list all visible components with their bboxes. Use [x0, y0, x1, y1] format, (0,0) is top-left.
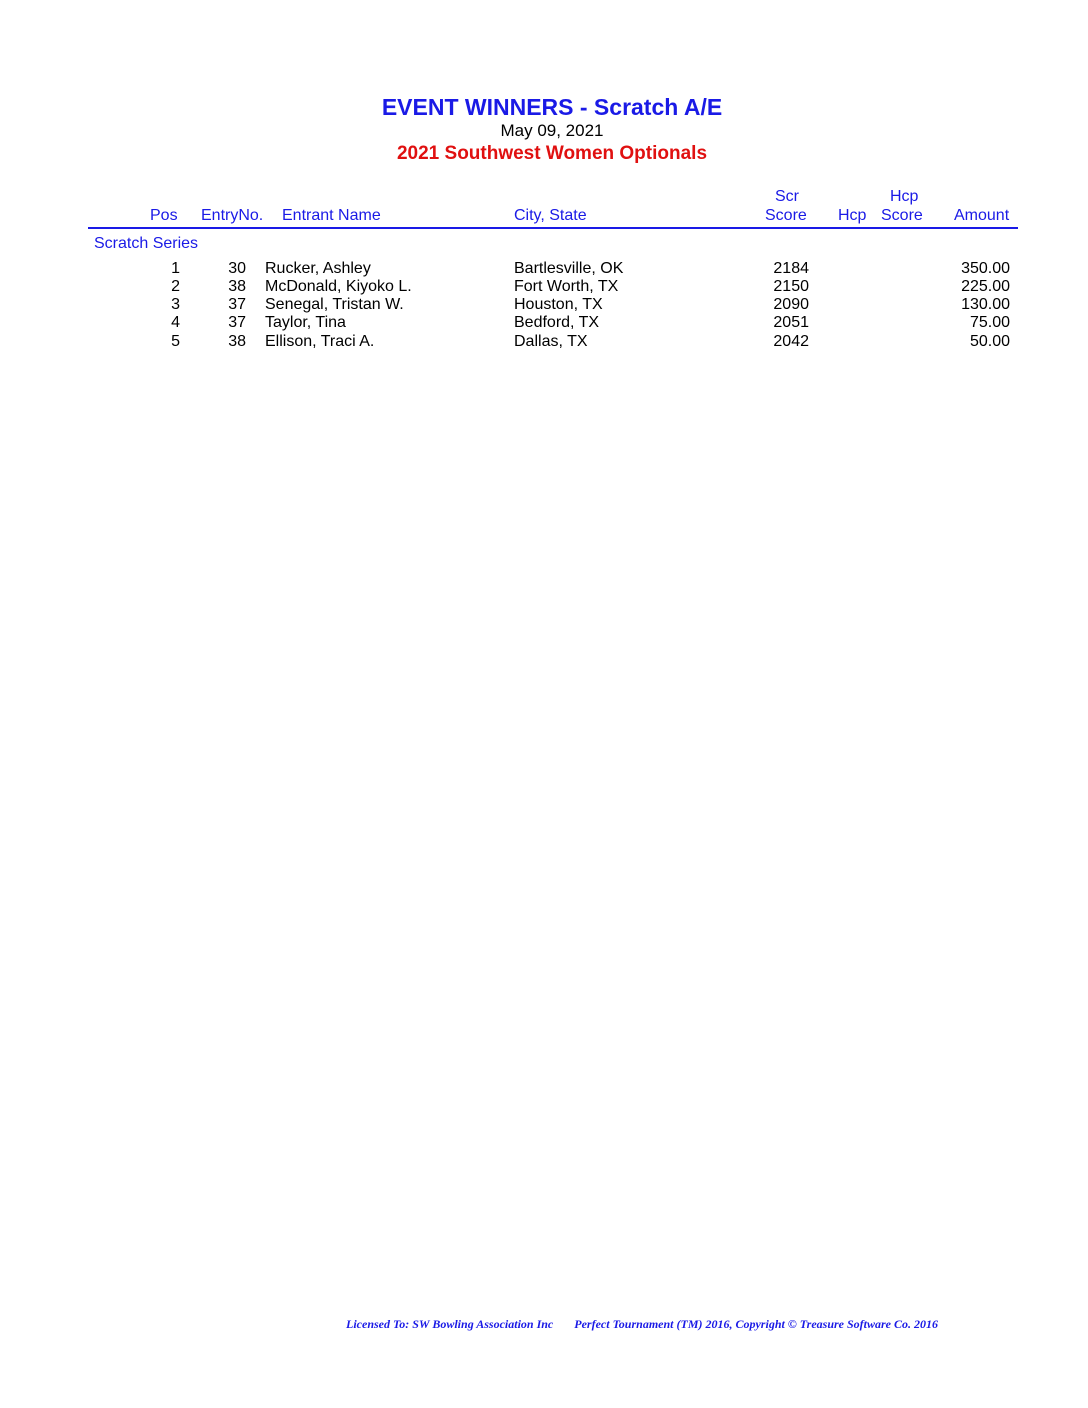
cell-entry: 37 [228, 296, 246, 313]
cell-pos: 5 [171, 333, 180, 350]
cell-amount: 130.00 [961, 296, 1010, 313]
col-header-city: City, State [514, 207, 587, 224]
table-row [0, 296, 1088, 314]
cell-pos: 2 [171, 278, 180, 295]
cell-scr-score: 2042 [773, 333, 809, 350]
cell-amount: 350.00 [961, 260, 1010, 277]
col-header-entry: EntryNo. [201, 207, 264, 224]
cell-entry: 38 [228, 333, 246, 350]
page-title: EVENT WINNERS - Scratch A/E [381, 94, 723, 120]
header-divider [88, 227, 1018, 229]
cell-scr-score: 2090 [773, 296, 809, 313]
section-label: Scratch Series [94, 235, 199, 252]
cell-amount: 225.00 [961, 278, 1010, 295]
cell-city: Bedford, TX [514, 314, 600, 331]
footer [346, 1317, 938, 1332]
tournament-name: 2021 Southwest Women Optionals [396, 143, 708, 164]
cell-name: Rucker, Ashley [265, 260, 371, 277]
col-header-hcp-score-top: Hcp [890, 188, 919, 205]
col-header-hcp: Hcp [838, 207, 867, 224]
cell-name: Taylor, Tina [265, 314, 346, 331]
cell-city: Houston, TX [514, 296, 603, 313]
cell-entry: 38 [228, 278, 246, 295]
cell-entry: 30 [228, 260, 246, 277]
col-header-hcp-score-bottom: Score [881, 207, 923, 224]
footer-copyright: Perfect Tournament (TM) 2016, Copyright © Treasure Software Co. 2016 [574, 1317, 939, 1331]
cell-scr-score: 2051 [773, 314, 809, 331]
footer-license: Licensed To: SW Bowling Association Inc [346, 1317, 554, 1331]
cell-name: Senegal, Tristan W. [265, 296, 404, 313]
cell-entry: 37 [228, 314, 246, 331]
table-row [0, 260, 1088, 278]
table-row [0, 278, 1088, 296]
cell-amount: 50.00 [969, 333, 1010, 350]
table-row [0, 333, 1088, 351]
cell-city: Bartlesville, OK [514, 260, 624, 277]
cell-city: Dallas, TX [514, 333, 588, 350]
col-header-name: Entrant Name [282, 207, 381, 224]
table-row [0, 314, 1088, 332]
cell-city: Fort Worth, TX [514, 278, 619, 295]
col-header-amount: Amount [954, 207, 1010, 224]
cell-pos: 3 [171, 296, 180, 313]
cell-name: McDonald, Kiyoko L. [265, 278, 412, 295]
col-header-scr-bottom: Score [765, 207, 807, 224]
event-date: May 09, 2021 [500, 121, 604, 140]
cell-name: Ellison, Traci A. [265, 333, 375, 350]
cell-scr-score: 2184 [773, 260, 809, 277]
cell-amount: 75.00 [969, 314, 1010, 331]
col-header-scr-top: Scr [775, 188, 799, 205]
cell-pos: 1 [171, 260, 180, 277]
cell-pos: 4 [171, 314, 180, 331]
col-header-pos: Pos [150, 207, 178, 224]
cell-scr-score: 2150 [773, 278, 809, 295]
